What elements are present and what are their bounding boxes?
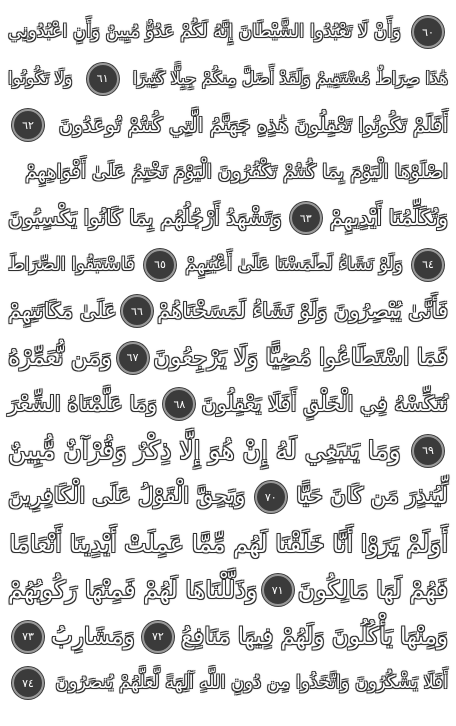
verse-text: فَهُمْ لَهَا مَالِكُونَ	[297, 576, 448, 604]
verse-text: وَلَوْ نَشَاءُ لَطَمَسْنَا عَلَىٰ أَعْيُنِهِمْ	[185, 253, 403, 275]
ayah-number-marker: ٦٤	[412, 249, 444, 281]
verse-text: وَيَحِقَّ الْقَوْلُ عَلَى الْكَافِرِينَ	[8, 484, 246, 509]
ayah-number-marker: ٦٥	[144, 249, 176, 281]
verse-text: وَمَا يَنبَغِي لَهُ إِنْ هُوَ إِلَّا ذِكْرٌ وَقُرْآنٌ مُّبِينٌ	[8, 435, 401, 465]
verse-text: أَفَلَا يَشْكُرُونَ وَاتَّخَذُوا مِن دُونِ اللَّهِ آلِهَةً لَّعَلَّهُمْ يُنصَرُونَ	[55, 672, 448, 693]
verse-text: وَأَنْ لَا تَعْبُدُوا الشَّيْطَانَ إِنَّهُ لَكُمْ عَدُوٌّ مُبِينٌ وَأَنِ اعْبُدُونِي	[8, 21, 401, 42]
ayah-number-marker: ٦٠	[412, 16, 444, 48]
verse-text: فَاسْتَبَقُوا الصِّرَاطَ	[8, 253, 135, 275]
verse-text: وَمِنْهَا يَأْكُلُونَ وَلَهُمْ فِيهَا مَنَافِعُ	[180, 623, 448, 650]
ayah-number-marker: ٧١	[262, 574, 294, 606]
verse-line	[8, 12, 448, 52]
ayah-number-marker: ٦٢	[12, 109, 44, 141]
verse-line	[8, 384, 448, 424]
verse-line	[8, 617, 448, 657]
verse-line	[8, 59, 448, 99]
verse-line	[8, 105, 448, 145]
verse-text: وَلَا تَكُونُوا	[8, 68, 73, 89]
ayah-number-marker: ٦١	[87, 63, 119, 95]
verse-line	[8, 291, 448, 331]
ayah-number-marker: ٦٣	[290, 202, 322, 234]
verse-text: عَلَىٰ مَكَانَتِهِمْ	[8, 299, 117, 323]
verse-line	[8, 152, 448, 192]
verse-line	[8, 198, 448, 238]
verse-line	[8, 431, 448, 471]
verse-text: وَتَشْهَدُ أَرْجُلُهُم بِمَا كَانُوا يَكْسِبُونَ	[8, 206, 282, 230]
ayah-number-marker: ٦٧	[117, 342, 149, 374]
verse-line	[8, 570, 448, 610]
ayah-number-marker: ٧٣	[12, 621, 44, 653]
ayah-number-marker: ٦٦	[121, 295, 153, 327]
verse-text: فَمَا اسْتَطَاعُوا مُضِيًّا وَلَا يَرْجِعُونَ	[153, 344, 448, 371]
verse-text: أَفَلَمْ تَكُونُوا تَعْقِلُونَ هَٰذِهِ جَهَنَّمُ الَّتِي كُنتُمْ تُوعَدُونَ	[58, 113, 448, 137]
verse-line	[8, 245, 448, 285]
verse-line	[8, 477, 448, 517]
verse-line	[8, 663, 448, 703]
verse-text: نُنَكِّسْهُ فِي الْخَلْقِ أَفَلَا يَعْقِلُونَ	[201, 392, 448, 416]
ayah-number-marker: ٦٨	[163, 388, 195, 420]
verse-text: وَذَلَّلْنَاهَا لَهُمْ فَمِنْهَا رَكُوبُهُمْ	[8, 576, 258, 604]
verse-line	[8, 338, 448, 378]
verse-line	[8, 524, 448, 564]
verse-text: فَأَنَّىٰ يُبْصِرُونَ وَلَوْ نَشَاءُ لَمَسَخْنَاهُمْ	[157, 299, 448, 323]
ayah-number-marker: ٧٠	[255, 481, 287, 513]
verse-text: اصْلَوْهَا الْيَوْمَ بِمَا كُنتُمْ تَكْفُرُونَ الْيَوْمَ نَخْتِمُ عَلَىٰ أَفْوَاهِهِمْ	[25, 160, 448, 183]
verse-text: وَمَشَارِبُ	[51, 623, 135, 650]
verse-text: أَوَلَمْ يَرَوْا أَنَّا خَلَقْنَا لَهُم مِّمَّا عَمِلَتْ أَيْدِينَا أَنْعَامًا	[9, 529, 448, 558]
verse-text: هَٰذَا صِرَاطٌ مُسْتَقِيمٌ وَلَقَدْ أَضَلَّ مِنكُمْ جِبِلًّا كَثِيرًا	[132, 68, 448, 89]
verse-text: وَمَن نُّعَمِّرْهُ	[8, 344, 112, 371]
ayah-number-marker: ٧٢	[142, 621, 174, 653]
ayah-number-marker: ٧٤	[12, 667, 44, 699]
ayah-number-marker: ٦٩	[412, 435, 444, 467]
verse-text: لِّيُنذِرَ مَن كَانَ حَيًّا	[296, 484, 448, 509]
verse-text: وَمَا عَلَّمْنَاهُ الشِّعْرَ	[8, 392, 158, 416]
verse-text: وَتُكَلِّمُنَا أَيْدِيهِمْ	[329, 206, 448, 230]
